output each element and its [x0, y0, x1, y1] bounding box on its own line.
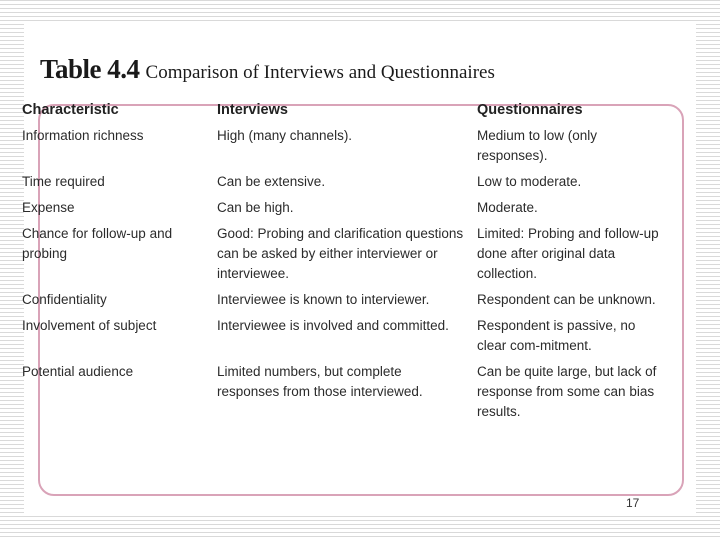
- cell-questionnaires: Limited: Probing and follow-up done after original data collection.: [477, 226, 659, 281]
- table-row: [22, 126, 662, 166]
- cell-interviews: Limited numbers, but complete responses from those interviewed.: [217, 364, 423, 399]
- comparison-table: [22, 100, 662, 428]
- table-row: [22, 198, 662, 218]
- cell-characteristic: Time required: [22, 174, 105, 189]
- table-row: [22, 362, 662, 422]
- table-row: [22, 316, 662, 356]
- header-questionnaires: Questionnaires: [477, 102, 583, 118]
- cell-questionnaires: Can be quite large, but lack of response from some can bias results.: [477, 364, 657, 419]
- cell-interviews: High (many channels).: [217, 128, 353, 143]
- header-characteristic: Characteristic: [22, 102, 119, 118]
- table-row: [22, 290, 662, 310]
- table-header-row: [22, 100, 662, 120]
- cell-questionnaires: Medium to low (only responses).: [477, 128, 598, 163]
- cell-questionnaires: Respondent is passive, no clear com-mitment.: [477, 318, 636, 353]
- table-row: [22, 224, 662, 284]
- table-row: [22, 172, 662, 192]
- table-number: Table 4.4: [40, 54, 140, 84]
- cell-characteristic: Expense: [22, 200, 75, 215]
- cell-characteristic: Chance for follow-up and probing: [22, 226, 173, 261]
- cell-characteristic: Information richness: [22, 128, 144, 143]
- cell-interviews: Can be high.: [217, 200, 294, 215]
- cell-characteristic: Involvement of subject: [22, 318, 157, 333]
- table-caption: Comparison of Interviews and Questionnaires: [145, 62, 495, 83]
- cell-interviews: Good: Probing and clarification questions can be asked by either interviewer or interviewee.: [217, 226, 464, 281]
- cell-interviews: Interviewee is known to interviewer.: [217, 292, 430, 307]
- cell-interviews: Interviewee is involved and committed.: [217, 318, 449, 333]
- cell-characteristic: Confidentiality: [22, 292, 107, 307]
- cell-characteristic: Potential audience: [22, 364, 134, 379]
- page-number: 17: [626, 496, 640, 510]
- cell-interviews: Can be extensive.: [217, 174, 326, 189]
- cell-questionnaires: Moderate.: [477, 200, 538, 215]
- cell-questionnaires: Respondent can be unknown.: [477, 292, 656, 307]
- table-title: [40, 54, 495, 85]
- header-interviews: Interviews: [217, 102, 288, 118]
- cell-questionnaires: Low to moderate.: [477, 174, 582, 189]
